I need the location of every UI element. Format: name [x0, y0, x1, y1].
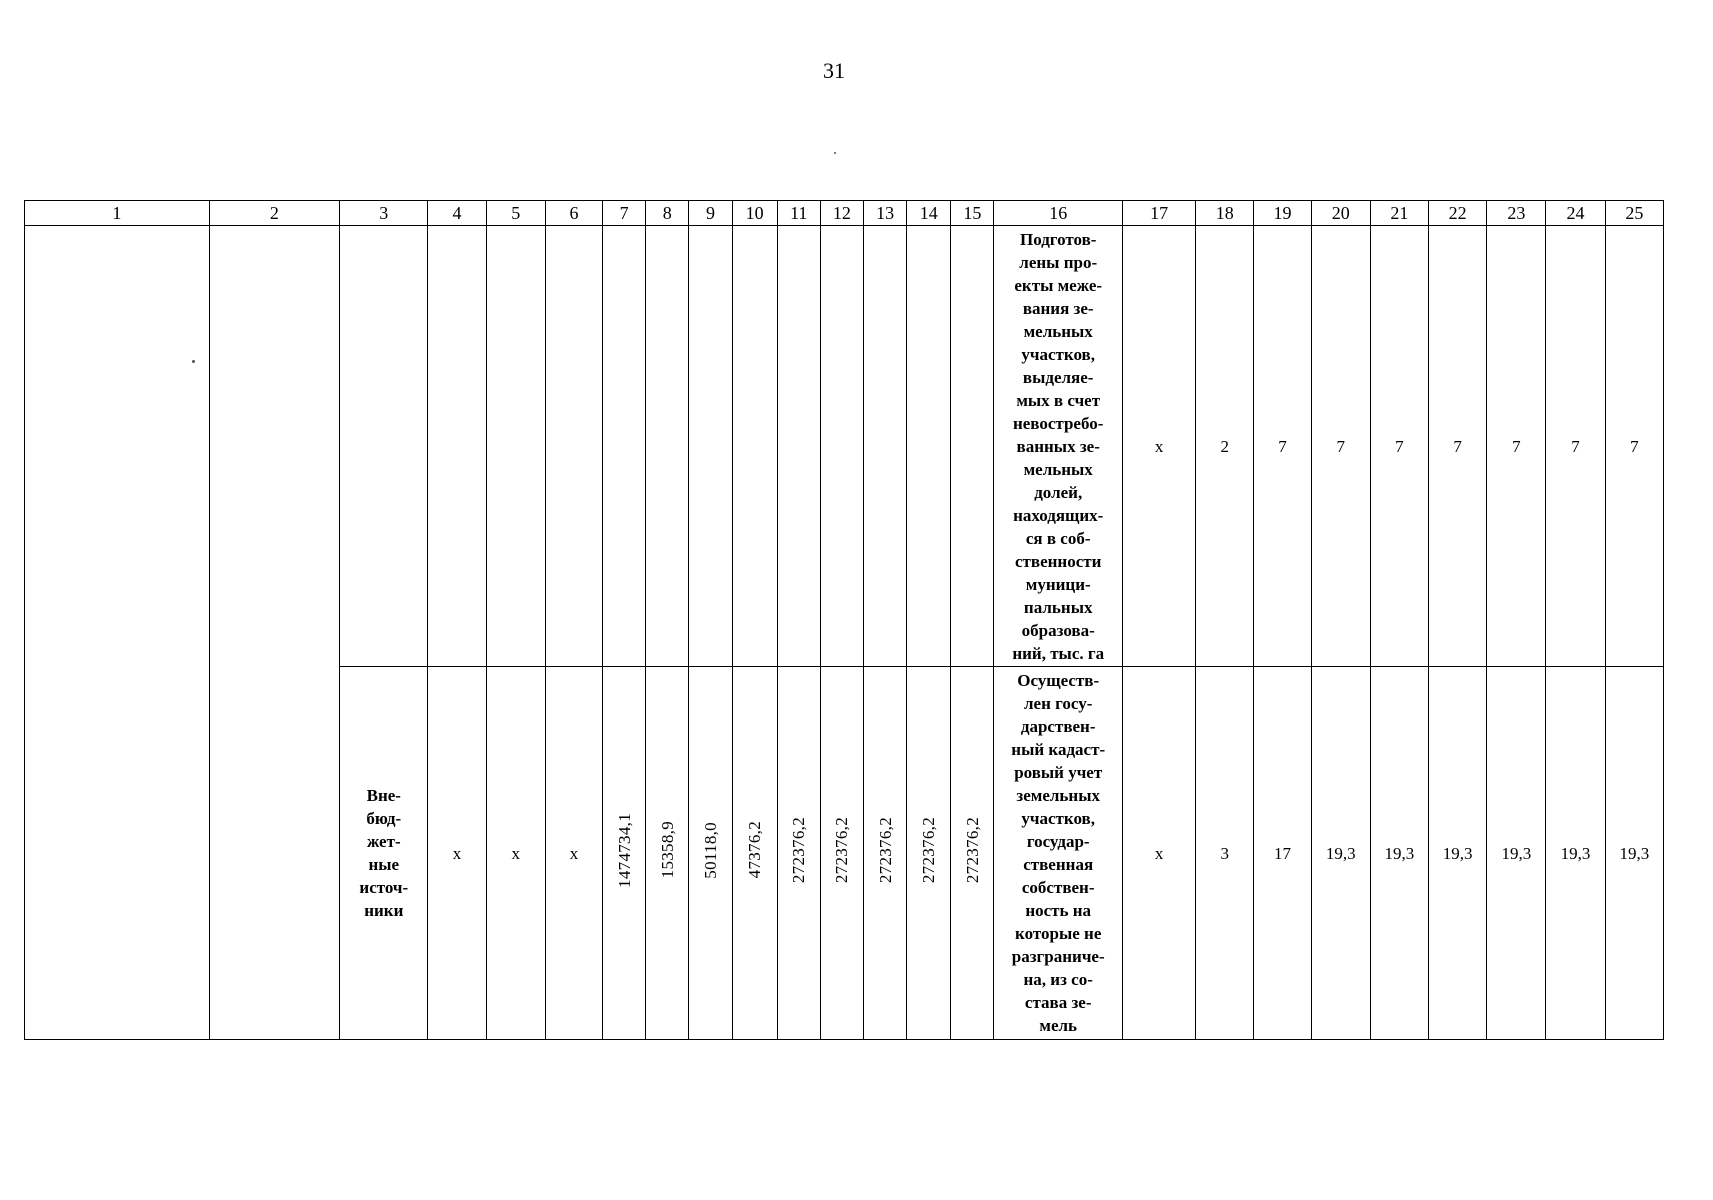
indicator-line: става зе-: [1024, 993, 1092, 1012]
header-cell: 11: [777, 201, 820, 226]
indicator-line: на, из со-: [1023, 970, 1093, 989]
vertical-value-cell: [907, 667, 951, 1040]
empty-cell: [340, 226, 428, 667]
vertical-value: 1474734,1: [614, 812, 634, 888]
indicator-line: невостребо-: [1012, 413, 1104, 433]
empty-cell: [603, 226, 646, 667]
header-cell: 18: [1196, 201, 1254, 226]
header-cell: 20: [1311, 201, 1370, 226]
indicator-line: находящих-: [1013, 505, 1104, 525]
header-cell: 12: [820, 201, 863, 226]
indicator-line: лены про-: [1019, 252, 1098, 272]
vertical-value: 272376,2: [962, 816, 982, 884]
empty-cell: [777, 226, 820, 667]
header-cell: 10: [732, 201, 777, 226]
indicator-line: мель: [1039, 1016, 1078, 1035]
empty-cell: [689, 226, 732, 667]
value-cell: 7: [1370, 226, 1428, 667]
indicator-line: мельных: [1023, 459, 1093, 479]
value-cell: 7: [1254, 226, 1311, 667]
scan-speck: [834, 152, 836, 154]
empty-cell: [907, 226, 951, 667]
page-number: 31: [823, 58, 845, 83]
header-cell: 16: [994, 201, 1122, 226]
header-cell: 17: [1122, 201, 1195, 226]
header-cell: 21: [1370, 201, 1428, 226]
header-row: [25, 201, 1664, 226]
indicator-line: разграниче-: [1011, 947, 1105, 966]
indicator-line: ровый учет: [1014, 763, 1103, 782]
vertical-value-cell: [732, 667, 777, 1040]
value-cell: 19,3: [1311, 667, 1370, 1040]
vertical-value: 50118,0: [700, 821, 720, 879]
unit-cell: x: [1122, 667, 1195, 1040]
indicator-line: Подготов-: [1019, 229, 1097, 249]
indicator-line: ственности: [1015, 551, 1102, 571]
indicator-line: вания зе-: [1022, 298, 1094, 318]
value-cell: 17: [1254, 667, 1311, 1040]
vertical-value: 272376,2: [875, 816, 895, 884]
header-cell: 8: [646, 201, 689, 226]
vertical-value: 47376,2: [745, 821, 765, 879]
empty-cell: [864, 226, 907, 667]
header-cell: 14: [907, 201, 951, 226]
empty-cell: [428, 226, 486, 667]
value-cell: x: [545, 667, 602, 1040]
value-cell: x: [428, 667, 486, 1040]
vertical-value-cell: [951, 667, 994, 1040]
header-cell: 23: [1487, 201, 1546, 226]
indicator-description: [994, 667, 1122, 1040]
empty-cell: [732, 226, 777, 667]
empty-cell: [25, 226, 210, 1040]
vertical-value: 272376,2: [919, 816, 939, 884]
header-cell: 2: [209, 201, 339, 226]
source-line: бюд-: [366, 809, 402, 828]
header-cell: 22: [1429, 201, 1487, 226]
value-cell: x: [486, 667, 545, 1040]
header-cell: 13: [864, 201, 907, 226]
indicator-line: земельных: [1016, 786, 1100, 805]
header-cell: 15: [951, 201, 994, 226]
indicator-line: дарствен-: [1020, 717, 1096, 736]
header-cell: 7: [603, 201, 646, 226]
vertical-value: 272376,2: [789, 816, 809, 884]
empty-cell: [646, 226, 689, 667]
vertical-value-cell: [864, 667, 907, 1040]
value-cell: 7: [1311, 226, 1370, 667]
indicator-line: ственная: [1023, 855, 1094, 874]
indicator-line: ванных зе-: [1016, 436, 1100, 456]
value-cell: 7: [1487, 226, 1546, 667]
value-cell: 3: [1196, 667, 1254, 1040]
value-cell: 19,3: [1546, 667, 1605, 1040]
vertical-value-cell: [777, 667, 820, 1040]
vertical-value-cell: [603, 667, 646, 1040]
source-line: ники: [364, 901, 404, 920]
indicator-line: ность на: [1025, 901, 1092, 920]
indicator-line: муници-: [1025, 574, 1091, 594]
funding-source-cell: [340, 667, 428, 1040]
indicator-line: ный кадаст-: [1011, 740, 1106, 759]
value-cell: 19,3: [1487, 667, 1546, 1040]
value-cell: 7: [1605, 226, 1663, 667]
value-cell: 19,3: [1605, 667, 1663, 1040]
source-line: ные: [368, 855, 400, 874]
header-cell: 24: [1546, 201, 1605, 226]
empty-cell: [486, 226, 545, 667]
source-line: Вне-: [366, 786, 401, 805]
header-cell: 19: [1254, 201, 1311, 226]
indicator-line: мых в счет: [1016, 390, 1101, 410]
header-cell: 5: [486, 201, 545, 226]
value-cell: 19,3: [1370, 667, 1428, 1040]
vertical-value: 272376,2: [832, 816, 852, 884]
data-table: [24, 200, 1664, 1040]
empty-cell: [951, 226, 994, 667]
indicator-line: Осуществ-: [1017, 671, 1100, 690]
header-cell: 9: [689, 201, 732, 226]
indicator-line: участков,: [1021, 344, 1095, 364]
indicator-line: мельных: [1023, 321, 1093, 341]
indicator-line: екты меже-: [1014, 275, 1103, 295]
indicator-line: ся в соб-: [1025, 528, 1091, 548]
empty-cell: [545, 226, 602, 667]
indicator-line: которые не: [1015, 924, 1102, 943]
indicator-line: выделяе-: [1022, 367, 1094, 387]
value-cell: 7: [1429, 226, 1487, 667]
value-cell: 2: [1196, 226, 1254, 667]
header-cell: 3: [340, 201, 428, 226]
indicator-line: государ-: [1026, 832, 1090, 851]
source-line: источ-: [359, 878, 409, 897]
value-cell: 19,3: [1429, 667, 1487, 1040]
header-cell: 25: [1605, 201, 1663, 226]
unit-cell: x: [1122, 226, 1195, 667]
indicator-line: участков,: [1021, 809, 1095, 828]
indicator-line: лен госу-: [1023, 694, 1093, 713]
indicator-line: собствен-: [1021, 878, 1095, 897]
empty-cell: [209, 226, 339, 1040]
indicator-line: пальных: [1023, 597, 1093, 617]
vertical-value-cell: [689, 667, 732, 1040]
empty-cell: [820, 226, 863, 667]
vertical-value-cell: [646, 667, 689, 1040]
table-row: [25, 226, 1664, 667]
indicator-description: [994, 226, 1122, 667]
vertical-value: 15358,9: [657, 821, 677, 879]
header-cell: 4: [428, 201, 486, 226]
header-cell: 1: [25, 201, 210, 226]
source-line: жет-: [366, 832, 401, 851]
value-cell: 7: [1546, 226, 1605, 667]
header-cell: 6: [545, 201, 602, 226]
vertical-value-cell: [820, 667, 863, 1040]
indicator-line: долей,: [1034, 482, 1083, 502]
indicator-line: образова-: [1021, 620, 1095, 640]
indicator-line: ний, тыс. га: [1012, 643, 1105, 663]
